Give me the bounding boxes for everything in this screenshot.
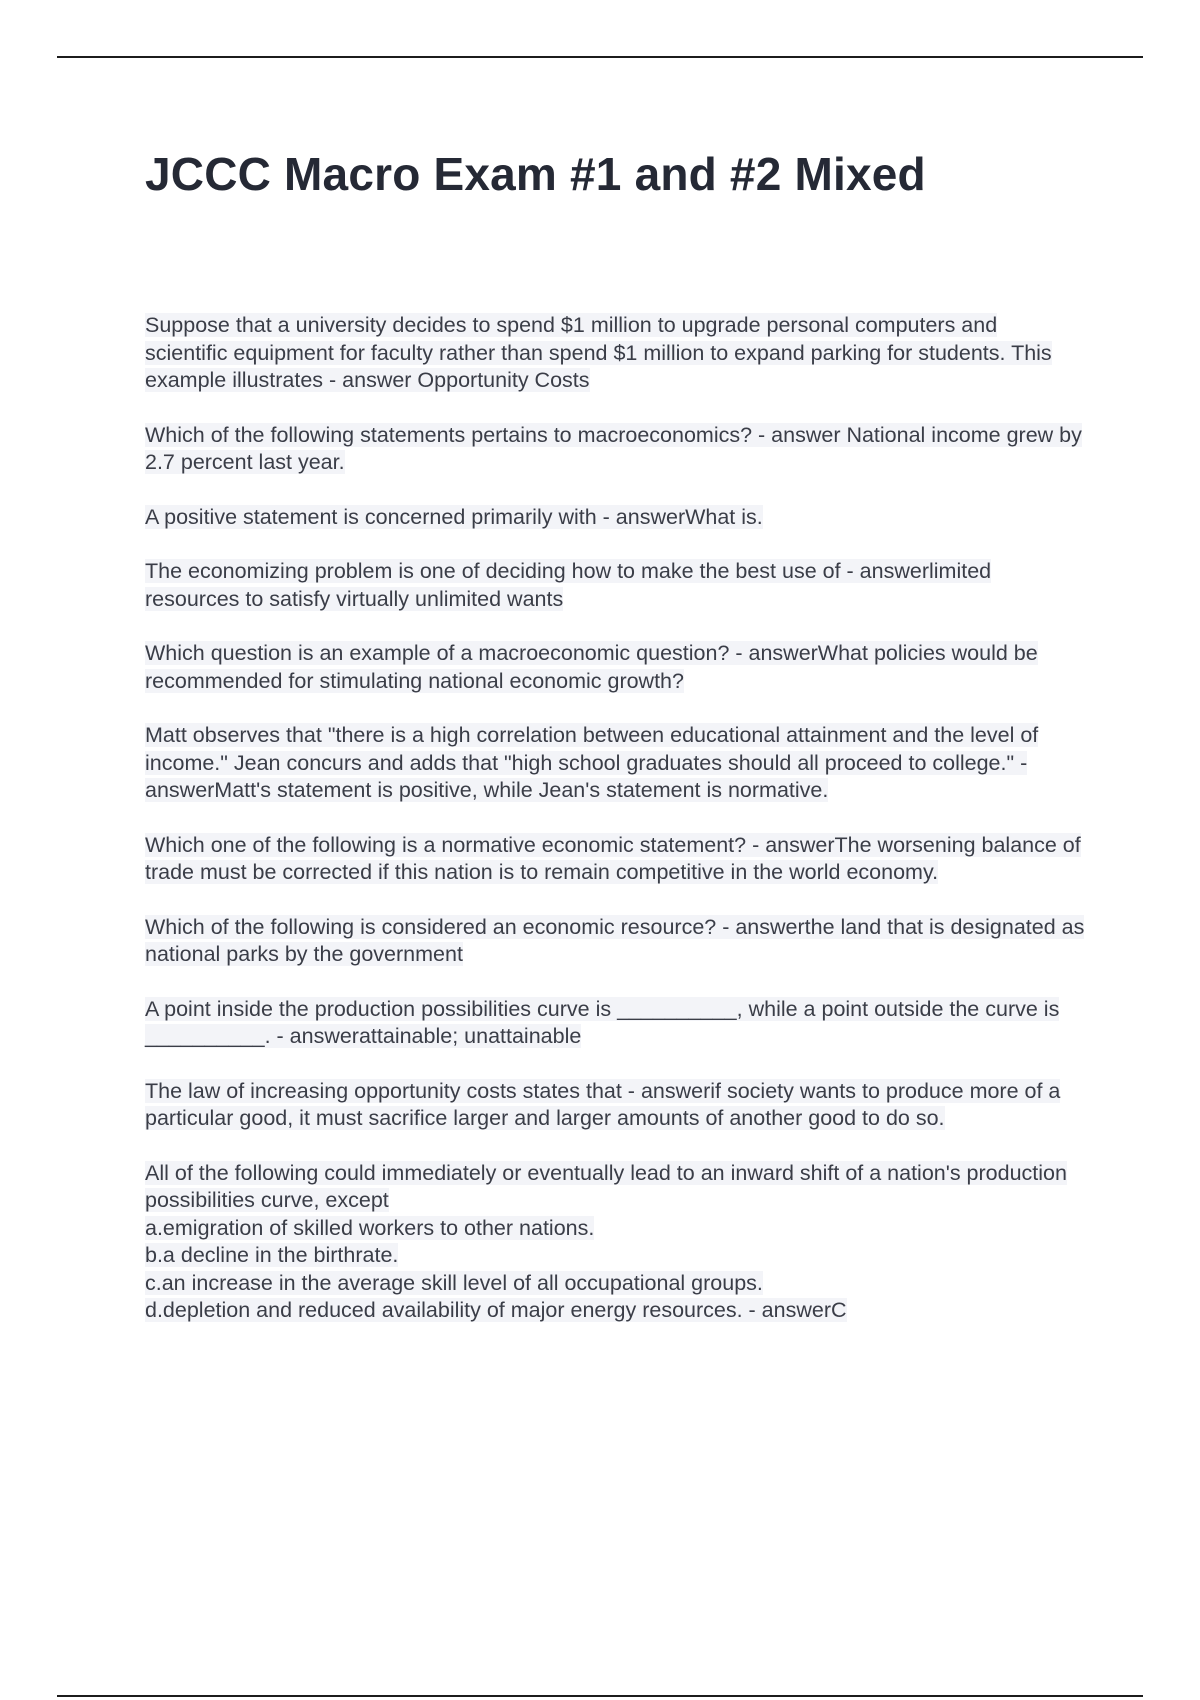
qa-text: A positive statement is concerned primarily with - answerWhat is.: [145, 504, 763, 529]
qa-item-9: [145, 996, 1085, 1051]
option-b: [145, 1242, 1085, 1270]
qa-question: All of the following could immediately or eventually lead to an inward shift of a nation's production possibilities curve, except: [145, 1160, 1067, 1212]
option-d: [145, 1297, 1085, 1325]
qa-text: Which one of the following is a normative economic statement? - answerThe worsening balance of trade must be corrected if this nation is to remain competitive in the world economy.: [145, 832, 1081, 884]
qa-item-11: [145, 1160, 1085, 1325]
qa-text: Which question is an example of a macroeconomic question? - answerWhat policies would be recommended for stimulating national economic growth?: [145, 641, 1038, 693]
qa-text: Suppose that a university decides to spend $1 million to upgrade personal computers and scientific equipment for faculty rather than spend $1 million to expand parking for students. This example illustrates - answer Opportunity Costs: [145, 313, 1052, 392]
qa-item-1: [145, 312, 1085, 395]
qa-item-2: [145, 422, 1085, 477]
qa-text: Which of the following is considered an economic resource? - answerthe land that is designated as national parks by the government: [145, 914, 1085, 966]
document-title: JCCC Macro Exam #1 and #2 Mixed: [145, 148, 926, 200]
option-text: d.depletion and reduced availability of major energy resources. - answerC: [145, 1298, 847, 1322]
option-text: b.a decline in the birthrate.: [145, 1243, 399, 1267]
qa-text: Which of the following statements pertains to macroeconomics? - answer National income grew by 2.7 percent last year.: [145, 422, 1082, 474]
option-c: [145, 1270, 1085, 1298]
qa-text: The economizing problem is one of deciding how to make the best use of - answerlimited resources to satisfy virtually unlimited wants: [145, 559, 992, 611]
qa-item-5: [145, 640, 1085, 695]
qa-item-10: [145, 1078, 1085, 1133]
qa-item-8: [145, 914, 1085, 969]
qa-item-3: [145, 504, 1085, 532]
question-list: [145, 312, 1085, 1352]
qa-text: A point inside the production possibilities curve is __________, while a point outside the curve is __________. - answerattainable; unattainable: [145, 996, 1060, 1048]
option-a: [145, 1215, 1085, 1243]
option-text: c.an increase in the average skill level of all occupational groups.: [145, 1270, 763, 1295]
qa-item-4: [145, 558, 1085, 613]
qa-item-7: [145, 832, 1085, 887]
top-rule: [57, 56, 1143, 58]
qa-text: Matt observes that "there is a high correlation between educational attainment and the level of income." Jean concurs and adds that "high school graduates should all proceed to college." - answerMatt's statement is positive, while Jean's statement is normative.: [145, 723, 1039, 802]
option-text: a.emigration of skilled workers to other nations.: [145, 1215, 595, 1240]
qa-text: The law of increasing opportunity costs states that - answerif society wants to produce more of a particular good, it must sacrifice larger and larger amounts of another good to do so.: [145, 1078, 1061, 1130]
bottom-rule: [57, 1695, 1143, 1697]
qa-item-6: [145, 722, 1085, 805]
